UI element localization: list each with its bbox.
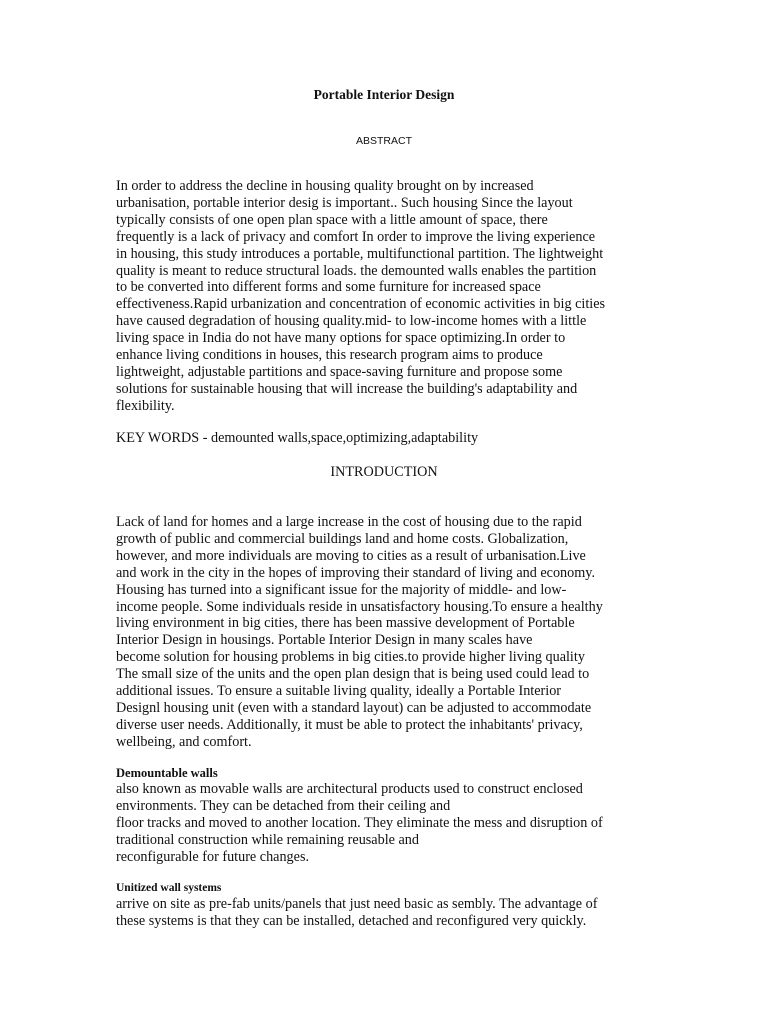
abstract-label: ABSTRACT xyxy=(355,135,412,147)
introduction-heading: INTRODUCTION xyxy=(330,464,438,480)
unitized-wall-systems-heading: Unitized wall systems xyxy=(116,882,222,894)
document-title: Portable Interior Design xyxy=(313,87,455,102)
introduction-paragraph: Lack of land for homes and a large increase in the cost of housing due to the rapid growth of public and commercial buildings land and home costs. Globalization, however, and more individuals are moving to cities as a result of urbanisation.Live and work in the city in the hopes of improving their standard of living and economy. Housing has turned into a significant issue for the majority of middle- and low- income people. Some individuals reside in unsatisfactory housing.To ensure a healthy living environment in big cities, there has been massive development of Portable Interior Design in housings. Portable Interior Design in many scales have become solution for housing problems in big cities.to provide higher living quality The small size of the units and the open plan design that is being used could lead to additional issues. To ensure a suitable living quality, ideally a Portable Interior Designl housing unit (even with a standard layout) can be adjusted to accommodate diverse user needs. Additionally, it must be able to protect the inhabitants' privacy, wellbeing, and comfort. xyxy=(116,514,603,750)
demountable-walls-heading: Demountable walls xyxy=(116,766,218,780)
unitized-wall-systems-paragraph: arrive on site as pre-fab units/panels that just need basic as sembly. The advantage of these systems is that they can be installed, detached and reconfigured very quickly. xyxy=(116,896,598,929)
demountable-walls-paragraph: also known as movable walls are architectural products used to construct enclosed environments. They can be detached from their ceiling and floor tracks and moved to another location. They eliminate the mess and disruption of traditional construction while remaining reusable and reconfigurable for future changes. xyxy=(116,781,603,865)
keywords-line: KEY WORDS - demounted walls,space,optimizing,adaptability xyxy=(116,430,479,446)
abstract-paragraph: In order to address the decline in housing quality brought on by increased urbanisation, portable interior desig is important.. Such housing Since the layout typically consists of one open plan space with a little amount of space, there frequently is a lack of privacy and comfort In order to improve the living experience in housing, this study introduces a portable, multifunctional partition. The lightweight quality is meant to reduce structural loads. the demounted walls enables the partition to be converted into different forms and some furniture for increased space effectiveness.Rapid urbanization and concentration of economic activities in big cities have caused degradation of housing quality.mid- to low-income homes with a little living space in India do not have many options for space optimizing.In order to enhance living conditions in houses, this research program aims to produce lightweight, adjustable partitions and space-saving furniture and propose some solutions for sustainable housing that will increase the building's adaptability and flexibility. xyxy=(116,178,606,414)
